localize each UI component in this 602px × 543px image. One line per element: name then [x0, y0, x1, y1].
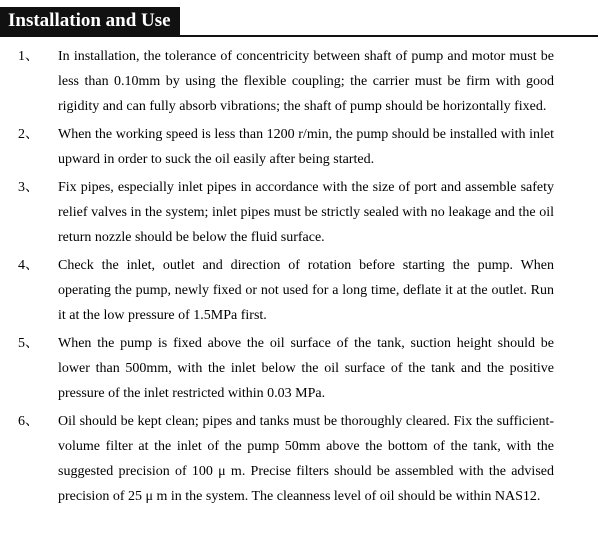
heading-underline: [0, 35, 598, 37]
list-item-text: Oil should be kept clean; pipes and tanks must be thoroughly cleared. Fix the sufficient-volume filter at the inlet of the pump 50mm above the bottom of the tank, with the suggested precision of 100 μ m. Precise filters should be assembled with the advised precision of 25 μ m in the system. The cleanness level of oil should be within NAS12.: [58, 414, 554, 504]
section-heading: [0, 7, 180, 35]
list-item: [0, 122, 602, 172]
list-item: [0, 175, 602, 250]
list-item-number: 6、: [18, 414, 39, 429]
list-item-number: 3、: [18, 180, 39, 195]
list-item-text: In installation, the tolerance of concentricity between shaft of pump and motor must be less than 0.10mm by using the flexible coupling; the carrier must be firm with good rigidity and can fully absorb vibrations; the shaft of pump should be horizontally fixed.: [58, 49, 554, 114]
list-item-number: 5、: [18, 336, 39, 351]
list-item-number: 2、: [18, 127, 39, 142]
list-item: [0, 253, 602, 328]
list-item: [0, 331, 602, 406]
list-item-text: Check the inlet, outlet and direction of rotation before starting the pump. When operating the pump, newly fixed or not used for a long time, deflate it at the outlet. Run it at the low pressure of 1.5MPa first.: [58, 258, 554, 323]
section-heading-text: Installation and Use: [8, 10, 171, 31]
list-item-text: When the pump is fixed above the oil surface of the tank, suction height should be lower than 500mm, with the inlet below the oil surface of the tank and the positive pressure of the inlet restricted within 0.03 MPa.: [58, 336, 554, 401]
list-item-number: 1、: [18, 49, 39, 64]
list-item: [0, 44, 602, 119]
list-item-text: Fix pipes, especially inlet pipes in accordance with the size of port and assemble safety relief valves in the system; inlet pipes must be strictly sealed with no leakage and the oil return nozzle should be below the fluid surface.: [58, 180, 554, 245]
instruction-list: [0, 44, 602, 512]
list-item-number: 4、: [18, 258, 39, 273]
list-item: [0, 409, 602, 509]
list-item-text: When the working speed is less than 1200 r/min, the pump should be installed with inlet upward in order to suck the oil easily after being started.: [58, 127, 554, 167]
